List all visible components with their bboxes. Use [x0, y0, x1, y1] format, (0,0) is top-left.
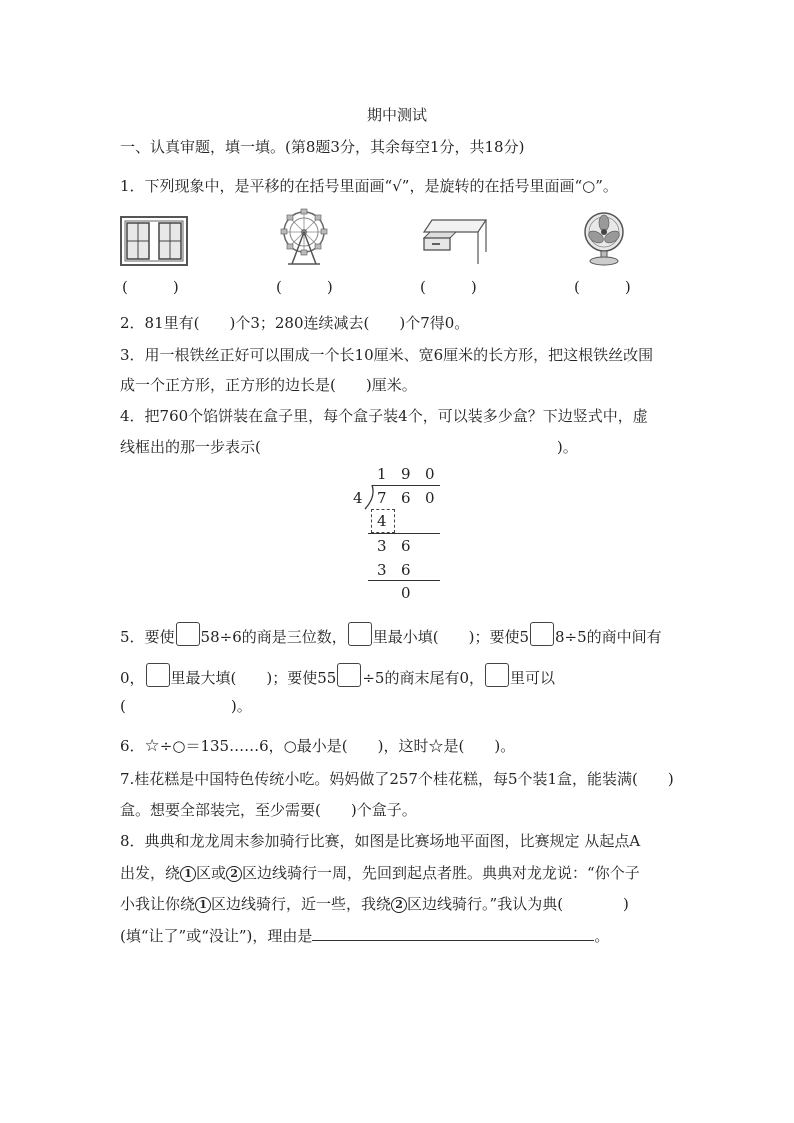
section-heading: 一、认真审题，填一填。(第8题3分，其余每空1分，共18分) [120, 138, 525, 156]
q6-text: 最小是( )，这时 [296, 737, 429, 755]
question-5-line-3: ( )。 [120, 697, 252, 715]
question-8-line-2 [120, 862, 640, 883]
drawer-icon [420, 216, 488, 266]
circle-icon: ○ [172, 737, 186, 755]
q5-text: 58÷6的商是三位数， [200, 628, 347, 646]
question-8-line-1: 8．典典和龙龙周末参加骑行比赛，如图是比赛场地平面图，比赛规定 从起点A [120, 832, 641, 850]
q5-text: ÷5的商末尾有0， [362, 669, 484, 687]
ferris-wheel-icon [276, 208, 332, 266]
star-icon: ☆ [144, 736, 160, 756]
question-3-line-1: 3．用一根铁丝正好可以围成一个长10厘米、宽6厘米的长方形，把这根铁丝改围 [120, 346, 654, 364]
q5-text: 里最大填( )；要使55 [170, 669, 337, 687]
q8-text: 区或 [196, 864, 227, 882]
q5-text: 里最小填( )；要使5 [372, 628, 529, 646]
blank-box[interactable] [146, 663, 170, 687]
question-6 [120, 735, 515, 756]
circled-2-icon: 2 [391, 897, 407, 913]
q5-text: 里可以 [510, 669, 556, 687]
blank-box[interactable] [485, 663, 509, 687]
division-bracket [362, 484, 376, 510]
blank-box[interactable] [348, 622, 372, 646]
q8-text: 。 [594, 927, 610, 945]
circled-1-icon: 1 [195, 897, 211, 913]
step-digit: 6 [401, 537, 411, 555]
q6-text: 是( )。 [443, 737, 516, 755]
q6-text: ＝135……6， [185, 737, 284, 755]
question-4-line-2 [120, 436, 578, 457]
quotient-digit: 1 [377, 465, 387, 483]
q5-text: 5．要使 [120, 628, 175, 646]
answer-line[interactable] [312, 926, 594, 941]
answer-paren-3[interactable]: ( ) [420, 278, 477, 296]
question-7-line-1: 7.桂花糕是中国特色传统小吃。妈妈做了257个桂花糕，每5个装1盒，能装满( ) [120, 770, 674, 788]
answer-paren-2[interactable]: ( ) [276, 278, 333, 296]
q6-text: ÷ [159, 737, 173, 755]
step-digit: 4 [377, 512, 387, 530]
question-5-line-2 [120, 663, 555, 688]
dividend-digit: 0 [425, 489, 435, 507]
quotient-digit: 0 [425, 465, 435, 483]
circle-icon: ○ [283, 737, 297, 755]
step-digit: 6 [401, 561, 411, 579]
question-7-line-2: 盒。想要全部装完，至少需要( )个盒子。 [120, 801, 417, 819]
quotient-digit: 9 [401, 465, 411, 483]
q5-text: 0， [120, 669, 145, 687]
dividend-digit: 7 [377, 489, 387, 507]
question-1: 1．下列现象中，是平移的在括号里面画“√”，是旋转的在括号里面画“○”。 [120, 177, 618, 195]
q8-text: 区边线骑行。”我认为典( ) [407, 895, 629, 913]
question-2: 2．81里有( )个3；280连续减去( )个7得0。 [120, 314, 470, 332]
window-icon [120, 216, 188, 266]
q8-text: 小我让你绕 [120, 895, 196, 913]
q8-text: (填“让了”或“没让”)，理由是 [120, 927, 313, 945]
question-8-line-3 [120, 893, 629, 914]
question-4-line-1: 4．把760个馅饼装在盒子里，每个盒子装4个，可以装多少盒？下边竖式中，虚 [120, 407, 648, 425]
step-line [368, 533, 440, 534]
star-icon: ☆ [428, 737, 444, 755]
q8-text: 区边线骑行，近一些，我绕 [211, 895, 392, 913]
step-digit: 3 [377, 561, 387, 579]
blank-box[interactable] [176, 622, 200, 646]
step-digit: 3 [377, 537, 387, 555]
division-bar [372, 485, 440, 486]
q6-text: 6． [120, 737, 145, 755]
divisor: 4 [353, 489, 363, 507]
answer-paren-4[interactable]: ( ) [574, 278, 631, 296]
circled-2-icon: 2 [226, 866, 242, 882]
q4-close: )。 [556, 438, 578, 456]
step-line [368, 580, 440, 581]
question-8-line-4 [120, 925, 609, 946]
q8-text: 区边线骑行一周，先回到起点者胜。典典对龙龙说：“你个子 [242, 864, 640, 882]
answer-paren-1[interactable]: ( ) [122, 278, 179, 296]
question-3-line-2: 成一个正方形，正方形的边长是( )厘米。 [120, 376, 417, 394]
fan-icon [580, 210, 630, 266]
question-5-line-1 [120, 622, 662, 647]
circled-1-icon: 1 [180, 866, 196, 882]
page-title: 期中测试 [366, 106, 427, 124]
blank-box[interactable] [337, 663, 361, 687]
q4-prompt: 线框出的那一步表示( [120, 438, 261, 456]
q8-text: 出发，绕 [120, 864, 181, 882]
q5-text: 8÷5的商中间有 [555, 628, 662, 646]
remainder-digit: 0 [401, 584, 411, 602]
blank-box[interactable] [530, 622, 554, 646]
dividend-digit: 6 [401, 489, 411, 507]
